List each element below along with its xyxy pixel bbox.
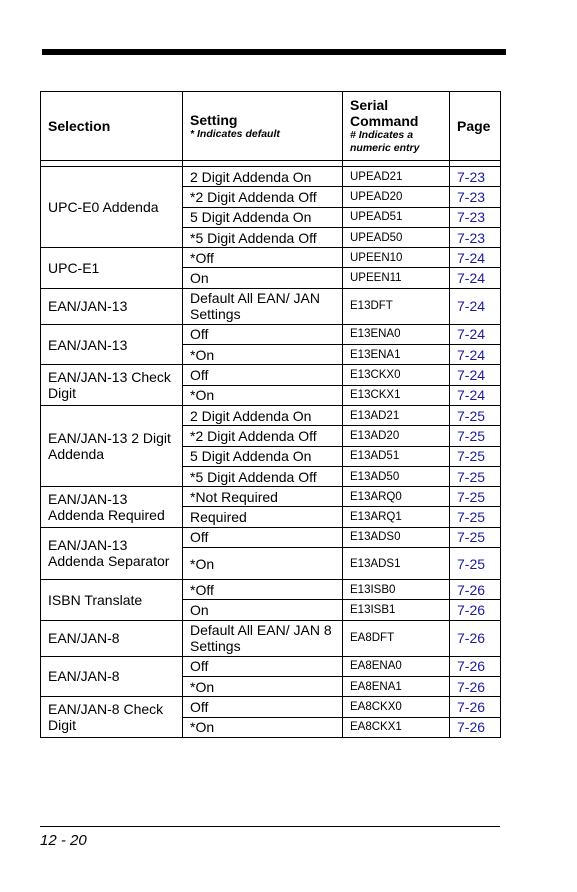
page-link[interactable]: 7-24 — [450, 268, 501, 288]
setting-cell: 5 Digit Addenda On — [183, 207, 343, 227]
serial-command-cell: E13AD51 — [343, 446, 450, 466]
selection-cell: EAN/JAN-13 Addenda Required — [41, 487, 183, 528]
page-link[interactable]: 7-23 — [450, 167, 501, 187]
serial-command-cell: UPEAD20 — [343, 187, 450, 207]
serial-command-cell: E13AD20 — [343, 426, 450, 446]
table-row — [41, 527, 501, 547]
setting-cell: *On — [183, 548, 343, 580]
serial-command-cell: EA8ENA0 — [343, 656, 450, 676]
serial-command-cell: UPEEN10 — [343, 248, 450, 268]
page-link[interactable]: 7-24 — [450, 385, 501, 405]
page-link[interactable]: 7-25 — [450, 507, 501, 527]
serial-command-cell: UPEAD21 — [343, 167, 450, 187]
serial-command-cell: E13ARQ1 — [343, 507, 450, 527]
setting-cell: Off — [183, 365, 343, 385]
table-body — [41, 161, 501, 738]
serial-command-cell: UPEAD50 — [343, 227, 450, 247]
setting-cell: *2 Digit Addenda Off — [183, 187, 343, 207]
serial-command-cell: E13ENA1 — [343, 345, 450, 365]
header-selection-label: Selection — [48, 118, 111, 134]
page-link[interactable]: 7-25 — [450, 487, 501, 507]
page-link[interactable]: 7-24 — [450, 345, 501, 365]
table-header-row — [41, 92, 501, 161]
header-serial-label: Serial Command — [350, 97, 419, 129]
page-link[interactable]: 7-26 — [450, 676, 501, 696]
selection-cell: UPC-E0 Addenda — [41, 167, 183, 248]
header-serial-command — [343, 92, 450, 161]
setting-cell: Default All EAN/ JAN 8 Settings — [183, 620, 343, 656]
page-link[interactable]: 7-26 — [450, 656, 501, 676]
setting-cell: *5 Digit Addenda Off — [183, 466, 343, 486]
header-setting-note: * Indicates default — [190, 127, 280, 140]
setting-cell: *On — [183, 345, 343, 365]
page-link[interactable]: 7-25 — [450, 466, 501, 486]
serial-command-cell: E13DFT — [343, 288, 450, 324]
selection-cell: EAN/JAN-8 — [41, 620, 183, 656]
top-rule — [42, 49, 506, 55]
serial-command-cell: E13CKX0 — [343, 365, 450, 385]
setting-cell: *On — [183, 676, 343, 696]
page-link[interactable]: 7-23 — [450, 187, 501, 207]
page-link[interactable]: 7-25 — [450, 548, 501, 580]
header-selection — [41, 92, 183, 161]
serial-command-cell: E13ADS0 — [343, 527, 450, 547]
serial-command-cell: E13ARQ0 — [343, 487, 450, 507]
page-link[interactable]: 7-23 — [450, 227, 501, 247]
header-setting-label: Setting — [190, 111, 238, 128]
table-row — [41, 620, 501, 656]
settings-table-container — [40, 91, 500, 738]
setting-cell: On — [183, 268, 343, 288]
serial-command-cell: E13ENA0 — [343, 324, 450, 344]
table-row — [41, 405, 501, 425]
serial-command-cell: E13CKX1 — [343, 385, 450, 405]
header-serial-note: # Indicates a numeric entry — [350, 129, 420, 154]
serial-command-cell: EA8DFT — [343, 620, 450, 656]
table-row — [41, 248, 501, 268]
header-page — [450, 92, 501, 161]
page-link[interactable]: 7-25 — [450, 446, 501, 466]
serial-command-cell: E13ADS1 — [343, 548, 450, 580]
setting-cell: *On — [183, 385, 343, 405]
page-link[interactable]: 7-25 — [450, 527, 501, 547]
selection-cell: EAN/JAN-13 2 Digit Addenda — [41, 405, 183, 486]
table-row — [41, 697, 501, 717]
page-link[interactable]: 7-24 — [450, 324, 501, 344]
setting-cell: 2 Digit Addenda On — [183, 167, 343, 187]
setting-cell: *Off — [183, 580, 343, 600]
table-row — [41, 656, 501, 676]
setting-cell: Off — [183, 324, 343, 344]
page-link[interactable]: 7-25 — [450, 405, 501, 425]
table-row — [41, 580, 501, 600]
serial-command-cell: UPEEN11 — [343, 268, 450, 288]
page-link[interactable]: 7-24 — [450, 288, 501, 324]
page-link[interactable]: 7-26 — [450, 580, 501, 600]
page-link[interactable]: 7-23 — [450, 207, 501, 227]
setting-cell: *On — [183, 717, 343, 737]
page-link[interactable]: 7-24 — [450, 365, 501, 385]
serial-command-cell: E13AD50 — [343, 466, 450, 486]
setting-cell: 2 Digit Addenda On — [183, 405, 343, 425]
settings-table — [40, 91, 501, 738]
selection-cell: EAN/JAN-13 — [41, 288, 183, 324]
setting-cell: 5 Digit Addenda On — [183, 446, 343, 466]
page-link[interactable]: 7-26 — [450, 600, 501, 620]
serial-command-cell: E13AD21 — [343, 405, 450, 425]
setting-cell: Default All EAN/ JAN Settings — [183, 288, 343, 324]
table-row — [41, 324, 501, 344]
setting-cell: *5 Digit Addenda Off — [183, 227, 343, 247]
selection-cell: EAN/JAN-8 — [41, 656, 183, 697]
selection-cell: EAN/JAN-13 Check Digit — [41, 365, 183, 406]
serial-command-cell: E13ISB1 — [343, 600, 450, 620]
serial-command-cell: EA8ENA1 — [343, 676, 450, 696]
setting-cell: On — [183, 600, 343, 620]
table-row — [41, 365, 501, 385]
serial-command-cell: EA8CKX1 — [343, 717, 450, 737]
header-setting — [183, 92, 343, 161]
table-row — [41, 167, 501, 187]
page-link[interactable]: 7-26 — [450, 697, 501, 717]
page-link[interactable]: 7-24 — [450, 248, 501, 268]
serial-command-cell: UPEAD51 — [343, 207, 450, 227]
serial-command-cell: E13ISB0 — [343, 580, 450, 600]
setting-cell: Off — [183, 697, 343, 717]
page-link[interactable]: 7-26 — [450, 717, 501, 737]
setting-cell: Off — [183, 656, 343, 676]
setting-cell: *Not Required — [183, 487, 343, 507]
selection-cell: UPC-E1 — [41, 248, 183, 289]
selection-cell: ISBN Translate — [41, 580, 183, 621]
selection-cell: EAN/JAN-13 — [41, 324, 183, 365]
header-page-label: Page — [457, 118, 491, 134]
footer-page-number: 12 - 20 — [40, 832, 87, 849]
setting-cell: *Off — [183, 248, 343, 268]
setting-cell: Off — [183, 527, 343, 547]
setting-cell: *2 Digit Addenda Off — [183, 426, 343, 446]
table-row — [41, 487, 501, 507]
bottom-rule — [40, 826, 500, 827]
page-link[interactable]: 7-26 — [450, 620, 501, 656]
selection-cell: EAN/JAN-8 Check Digit — [41, 697, 183, 738]
page-link[interactable]: 7-25 — [450, 426, 501, 446]
setting-cell: Required — [183, 507, 343, 527]
selection-cell: EAN/JAN-13 Addenda Separator — [41, 527, 183, 579]
serial-command-cell: EA8CKX0 — [343, 697, 450, 717]
table-row — [41, 288, 501, 324]
